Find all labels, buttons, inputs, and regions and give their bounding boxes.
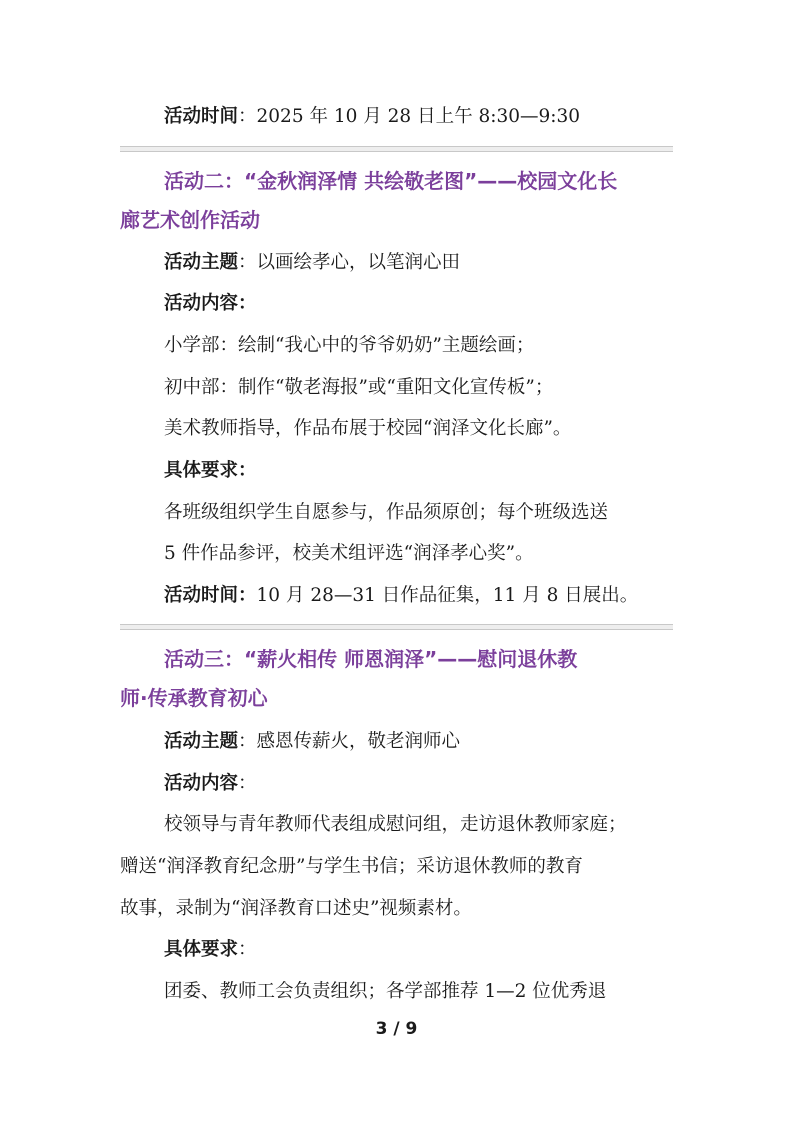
activity-three-title: 活动三：“薪火相传 师恩润泽”——慰问退休教: [164, 647, 578, 671]
activity-time-line: [164, 104, 580, 130]
content-item: 美术教师指导，作品布展于校园“润泽文化长廊”。: [164, 418, 572, 439]
activity-time-line: [164, 583, 638, 609]
activity-content-label: 活动内容：: [164, 293, 257, 314]
requirement-text: 团委、教师工会负责组织；各学部推荐 1—2 位优秀退: [164, 981, 607, 1002]
activity-theme-value: ：以画绘孝心，以笔润心田: [238, 252, 461, 273]
section-divider: [120, 146, 673, 152]
requirement-text: 各班级组织学生自愿参与，作品须原创；每个班级选送: [164, 502, 609, 523]
requirement-text: 5 件作品参评，校美术组评选“润泽孝心奖”。: [164, 543, 534, 564]
activity-theme-label: 活动主题: [164, 252, 239, 273]
activity-two-title-cont: 廊艺术创作活动: [120, 208, 260, 232]
activity-theme-line: [164, 729, 460, 755]
activity-two-title: 活动二：“金秋润泽情 共绘敬老图”——校园文化长: [164, 169, 618, 193]
activity-time-value: ：2025 年 10 月 28 日上午 8:30—9:30: [238, 106, 581, 127]
content-text: 赠送“润泽教育纪念册”与学生书信；采访退休教师的教育: [120, 856, 583, 877]
page-number: 3 / 9: [375, 1019, 418, 1039]
content-text: 校领导与青年教师代表组成慰问组，走访退休教师家庭；: [164, 814, 627, 835]
activity-three-title-cont: 师·传承教育初心: [120, 686, 268, 710]
activity-time-label: 活动时间: [164, 106, 239, 127]
activity-time-label: 活动时间：: [164, 585, 257, 606]
section-divider: [120, 624, 673, 630]
activity-time-value: 10 月 28—31 日作品征集，11 月 8 日展出。: [256, 585, 639, 606]
requirements-label: 具体要求：: [164, 939, 257, 960]
activity-theme-value: ：感恩传薪火，敬老润师心: [238, 731, 461, 752]
content-text: 故事，录制为“润泽教育口述史”视频素材。: [120, 898, 472, 919]
requirements-label: 具体要求：: [164, 460, 257, 481]
activity-content-label: 活动内容：: [164, 773, 257, 794]
activity-theme-label: 活动主题: [164, 731, 239, 752]
content-item: 初中部：制作“敬老海报”或“重阳文化宣传板”；: [164, 377, 554, 398]
activity-theme-line: [164, 250, 460, 276]
content-item: 小学部：绘制“我心中的爷爷奶奶”主题绘画；: [164, 335, 535, 356]
